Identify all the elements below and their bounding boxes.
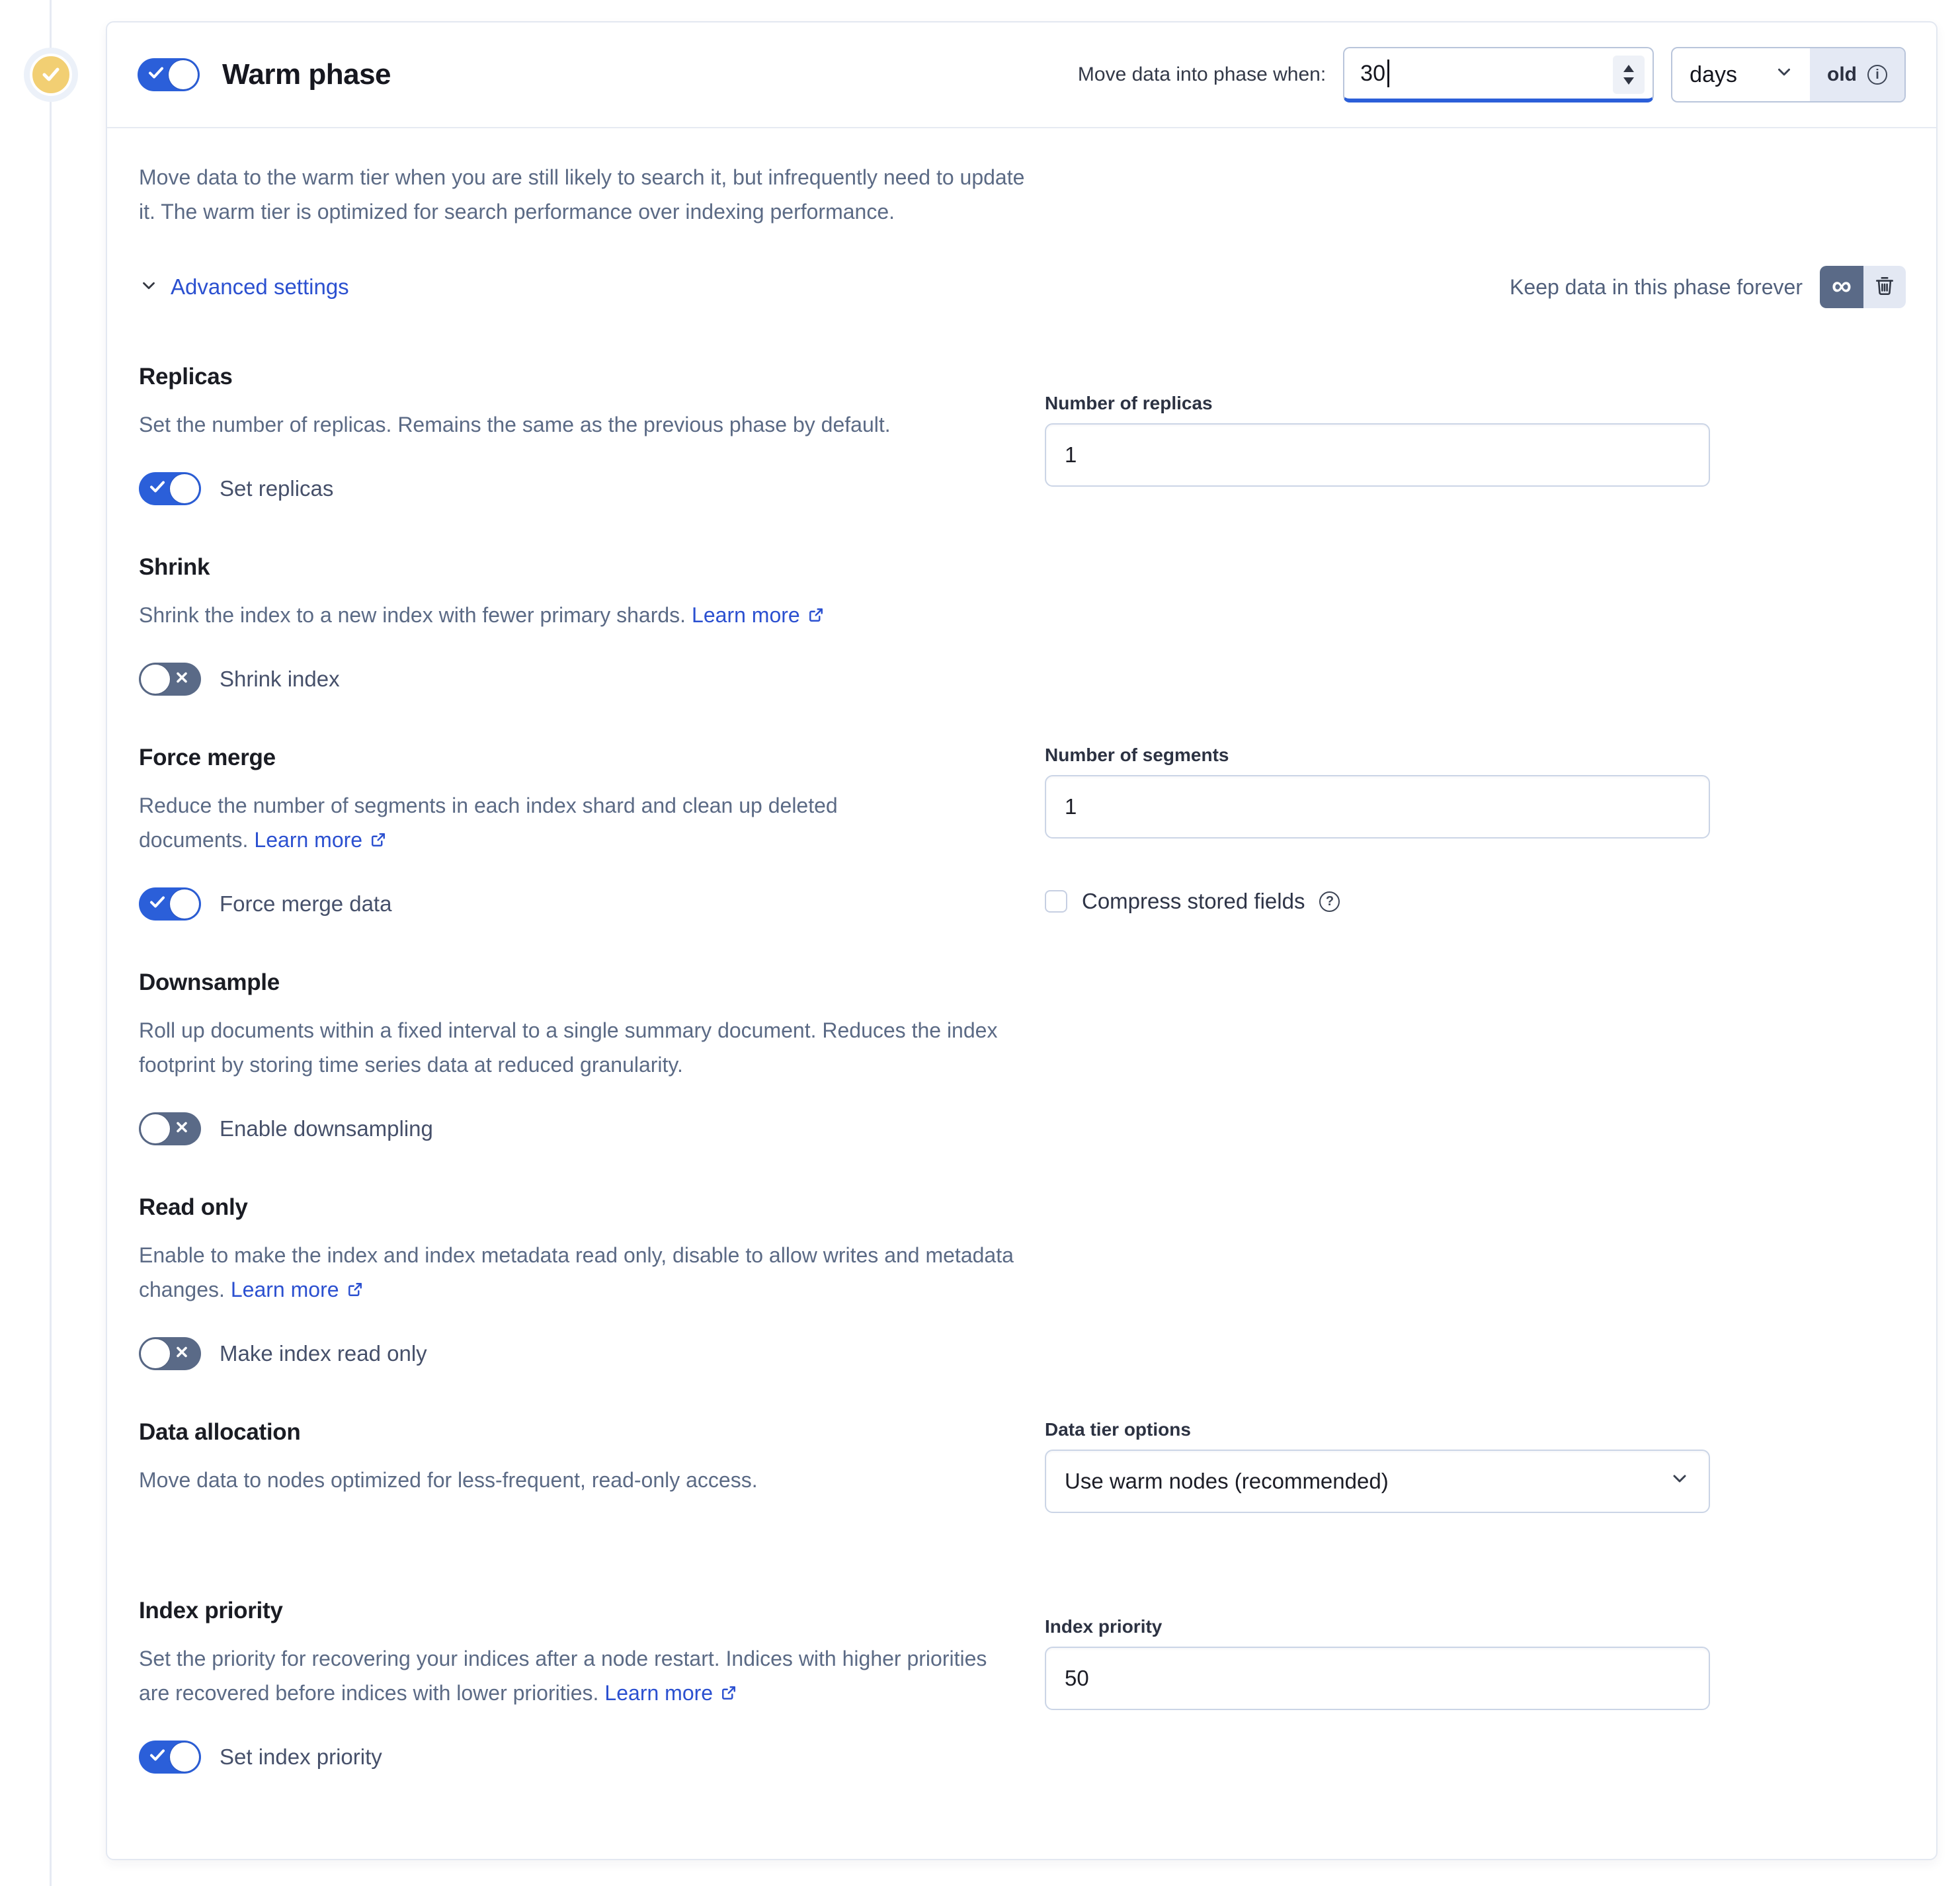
- phase-complete-check-icon: [30, 54, 72, 96]
- infinity-icon: ∞: [1832, 270, 1852, 301]
- toggle-knob: [141, 665, 170, 694]
- toggle-knob: [141, 1339, 170, 1368]
- learn-more-link[interactable]: Learn more: [692, 603, 825, 627]
- number-of-replicas-input[interactable]: 1: [1045, 423, 1710, 487]
- phase-description: Move data to the warm tier when you are still likely to search it, but infrequently need to update it. The warm tier is optimized for search performance over indexing performance.: [139, 165, 1025, 224]
- force-merge-toggle[interactable]: [139, 887, 201, 921]
- learn-more-link[interactable]: Learn more: [254, 828, 388, 852]
- shrink-heading: Shrink: [139, 554, 210, 580]
- number-stepper[interactable]: [1613, 56, 1645, 94]
- force-merge-heading: Force merge: [139, 745, 276, 770]
- toggle-knob: [169, 60, 198, 89]
- downsample-description: Roll up documents within a fixed interval to a single summary document. Reduces the index footprint by storing time series data at reduced granularity.: [139, 1018, 998, 1077]
- force-merge-description: Reduce the number of segments in each index shard and clean up deleted documents. Learn more: [139, 794, 838, 852]
- info-icon[interactable]: i: [1867, 65, 1887, 85]
- delete-phase-button[interactable]: [1863, 266, 1906, 308]
- compress-stored-fields-row: [1045, 889, 1710, 914]
- read-only-description: Enable to make the index and index metadata read only, disable to allow writes and metadata changes. Learn more: [139, 1243, 1014, 1301]
- number-of-replicas-label: Number of replicas: [1045, 393, 1213, 413]
- learn-more-link[interactable]: Learn more: [604, 1681, 738, 1705]
- index-priority-label: Index priority: [1045, 1616, 1163, 1637]
- replicas-heading: Replicas: [139, 364, 233, 390]
- index-priority-section: [139, 1598, 1906, 1774]
- data-allocation-section: [139, 1419, 1906, 1513]
- read-only-heading: Read only: [139, 1194, 248, 1220]
- shrink-index-toggle-label: Shrink index: [220, 667, 340, 691]
- index-priority-description: Set the priority for recovering your indices after a node restart. Indices with higher priorities are recovered before indices with lower priorities. Learn more: [139, 1647, 987, 1705]
- read-only-section: [139, 1194, 1906, 1370]
- set-replicas-toggle-label: Set replicas: [220, 476, 334, 501]
- number-of-segments-input[interactable]: 1: [1045, 775, 1710, 839]
- warm-phase-header: [107, 22, 1936, 128]
- phase-timeline-line: [50, 0, 52, 1886]
- advanced-settings-link[interactable]: Advanced settings: [139, 274, 349, 300]
- stepper-down-icon[interactable]: [1623, 77, 1634, 85]
- enable-downsampling-toggle-label: Enable downsampling: [220, 1116, 433, 1141]
- help-icon[interactable]: ?: [1319, 891, 1340, 912]
- set-index-priority-toggle-label: Set index priority: [220, 1744, 382, 1769]
- chevron-down-icon: [1774, 62, 1794, 88]
- external-link-icon: [369, 831, 388, 849]
- force-merge-toggle-label: Force merge data: [220, 891, 392, 916]
- toggle-knob: [170, 889, 199, 919]
- shrink-section: [139, 554, 1906, 696]
- external-link-icon: [719, 1684, 738, 1702]
- shrink-index-toggle[interactable]: [139, 663, 201, 696]
- timing-value-input[interactable]: 30: [1343, 47, 1654, 102]
- replicas-description: Set the number of replicas. Remains the same as the previous phase by default.: [139, 413, 891, 436]
- cross-icon: [174, 670, 190, 689]
- make-index-read-only-toggle-label: Make index read only: [220, 1341, 427, 1366]
- text-caret: [1387, 60, 1389, 87]
- force-merge-section: [139, 745, 1906, 921]
- keep-data-label: Keep data in this phase forever: [1510, 274, 1803, 299]
- check-icon: [149, 894, 166, 915]
- stepper-up-icon[interactable]: [1623, 65, 1634, 72]
- warm-phase-card: [106, 21, 1938, 1860]
- data-tier-select[interactable]: Use warm nodes (recommended): [1045, 1450, 1710, 1513]
- toggle-knob: [170, 1742, 199, 1772]
- toggle-knob: [170, 474, 199, 503]
- make-index-read-only-toggle[interactable]: [139, 1337, 201, 1370]
- compress-stored-fields-label: Compress stored fields: [1082, 889, 1305, 913]
- warm-phase-timeline-node: [24, 48, 78, 102]
- set-index-priority-toggle[interactable]: [139, 1741, 201, 1774]
- data-allocation-heading: Data allocation: [139, 1419, 301, 1445]
- cross-icon: [174, 1344, 190, 1364]
- timing-label: Move data into phase when:: [1077, 63, 1327, 85]
- downsample-heading: Downsample: [139, 969, 280, 995]
- index-priority-input[interactable]: 50: [1045, 1647, 1710, 1710]
- toggle-knob: [141, 1114, 170, 1143]
- compress-stored-fields-checkbox[interactable]: [1045, 890, 1067, 913]
- timing-unit-suffix: old i: [1810, 48, 1904, 101]
- warm-phase-toggle[interactable]: [138, 58, 200, 91]
- external-link-icon: [346, 1280, 364, 1299]
- chevron-down-icon: [1669, 1468, 1690, 1495]
- keep-forever-button[interactable]: [1820, 266, 1863, 308]
- check-icon: [147, 65, 165, 85]
- index-priority-heading: Index priority: [139, 1598, 283, 1623]
- cross-icon: [174, 1120, 190, 1139]
- replicas-section: [139, 364, 1906, 505]
- timing-unit-select[interactable]: days old i: [1671, 47, 1906, 102]
- learn-more-link[interactable]: Learn more: [231, 1278, 364, 1301]
- check-icon: [149, 1747, 166, 1768]
- downsample-section: [139, 969, 1906, 1145]
- shrink-description: Shrink the index to a new index with fewer primary shards. Learn more: [139, 598, 1025, 632]
- phase-title: Warm phase: [222, 58, 391, 91]
- data-tier-options-label: Data tier options: [1045, 1419, 1191, 1440]
- chevron-down-icon: [139, 276, 159, 299]
- data-allocation-description: Move data to nodes optimized for less-frequent, read-only access.: [139, 1468, 758, 1492]
- set-replicas-toggle[interactable]: [139, 472, 201, 505]
- trash-icon: [1873, 274, 1896, 300]
- enable-downsampling-toggle[interactable]: [139, 1112, 201, 1145]
- delete-data-button-group: [1820, 266, 1906, 308]
- check-icon: [149, 479, 166, 499]
- number-of-segments-label: Number of segments: [1045, 745, 1229, 765]
- external-link-icon: [807, 606, 825, 624]
